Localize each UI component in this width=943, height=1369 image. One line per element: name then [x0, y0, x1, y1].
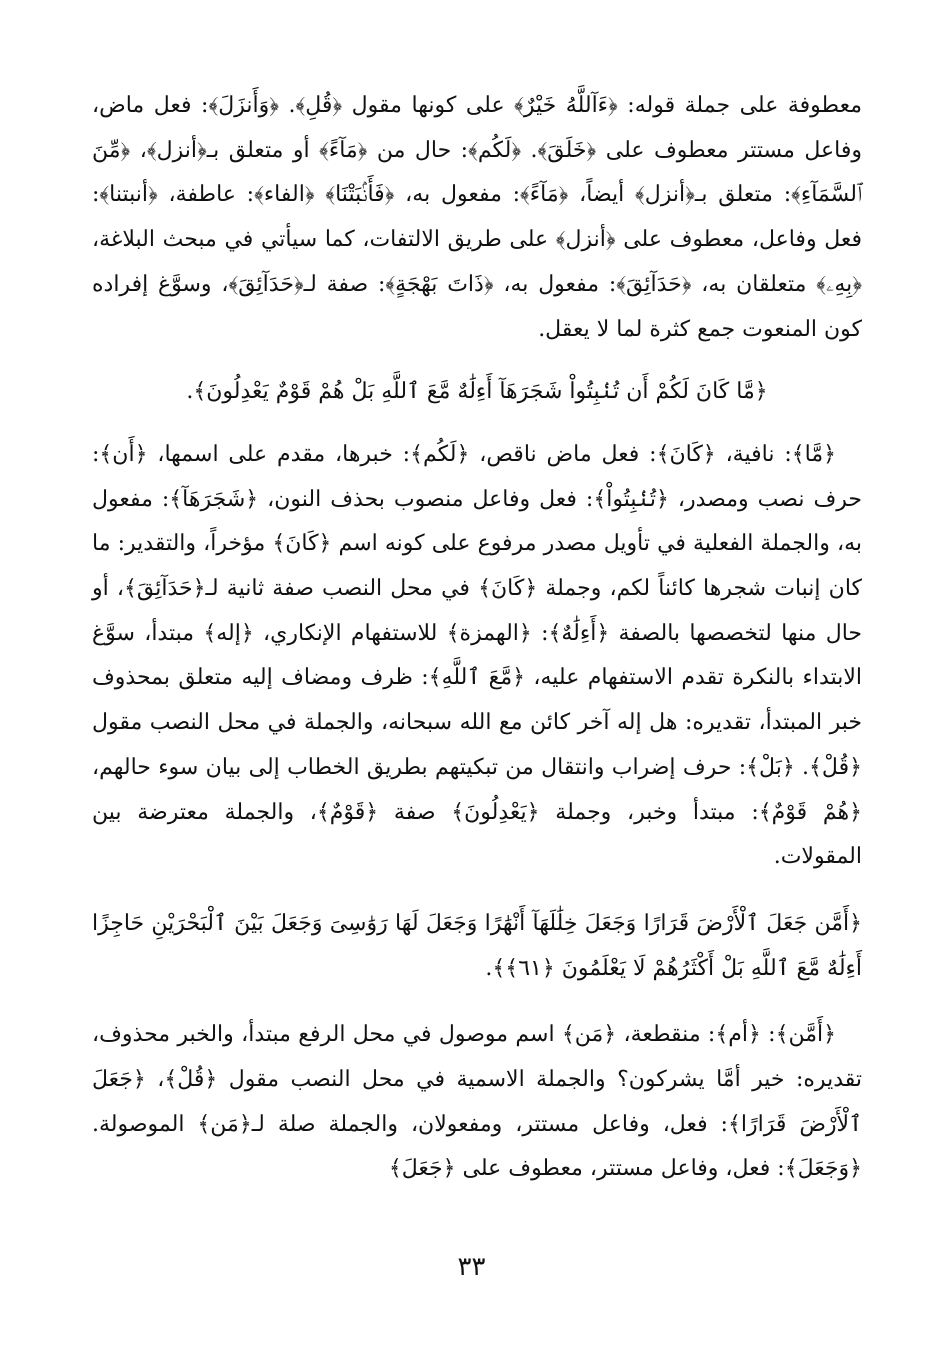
spacer	[92, 352, 862, 370]
quran-verse-1: ﴿مَّا كَانَ لَكُمْ أَن تُنۢبِتُواْ شَجَرَهَآ أَءِلَٰهٌ مَّعَ ٱللَّهِ بَلْ هُمْ قَوْمٌ يَعْدِلُونَ﴾.	[186, 379, 768, 405]
quran-verse-2: ﴿أَمَّن جَعَلَ ٱلْأَرْضَ قَرَارًا وَجَعَلَ خِلَٰلَهَآ أَنْهَٰرًا وَجَعَلَ لَهَا رَوَٰسِىَ وَجَعَلَ بَيْنَ ٱلْبَحْرَيْنِ حَاجِزًا أَءِلَٰهٌ مَّعَ ٱللَّهِ بَلْ أَكْثَرُهُمْ لَا يَعْلَمُونَ ﴿٦١﴾﴾.	[92, 910, 862, 981]
paragraph-2: ﴿مَّا﴾: نافية، ﴿كَانَ﴾: فعل ماض ناقص، ﴿لَكُم﴾: خبرها، مقدم على اسمها، ﴿أَن﴾: حرف نصب ومصدر، ﴿تُنۢبِتُواْ﴾: فعل وفاعل منصوب بحذف النون، ﴿شَجَرَهَآ﴾: مفعول به، والجملة الفعلية في تأويل مصدر مرفوع على كونه اسم ﴿كَانَ﴾ مؤخراً، والتقدير: ما كان إنبات شجرها كائناً لكم، وجملة ﴿كَانَ﴾ في محل النصب صفة ثانية لـ﴿حَدَآئِقَ﴾، أو حال منها لتخصصها بالصفة ﴿أَءِلَٰهٌ﴾: ﴿الهمزة﴾ للاستفهام الإنكاري، ﴿إله﴾ مبتدأ، سوَّغ الابتداء بالنكرة تقدم الاستفهام عليه، ﴿مَّعَ ٱللَّهِ﴾: ظرف ومضاف إليه متعلق بمحذوف خبر المبتدأ، تقديره: هل إله آخر كائن مع الله سبحانه، والجملة في محل النصب مقول ﴿قُلْ﴾. ﴿بَلْ﴾: حرف إضراب وانتقال من تبكيتهم بطريق الخطاب إلى بيان سوء حالهم، ﴿هُمْ قَوْمٌ﴾: مبتدأ وخبر، وجملة ﴿يَعْدِلُونَ﴾ صفة ﴿قَوْمٌ﴾، والجملة معترضة بين المقولات.	[92, 441, 862, 870]
paragraph-1: معطوفة على جملة قوله: ﴿ءَآللَّهُ خَيْرٌ﴾ على كونها مقول ﴿قُلِ﴾. ﴿وَأَنزَلَ﴾: فعل ماض، وفاعل مستتر معطوف على ﴿خَلَقَ﴾. ﴿لَكُم﴾: حال من ﴿مَآءً﴾ أو متعلق بـ﴿أنزل﴾، ﴿مِّنَ ٱلسَّمَآءِ﴾: متعلق بـ﴿أنزل﴾ أيضاً، ﴿مَآءً﴾: مفعول به، ﴿فَأَنۢبَتْنَا﴾ ﴿الفاء﴾: عاطفة، ﴿أنبتنا﴾: فعل وفاعل، معطوف على ﴿أنزل﴾ على طريق الالتفات، كما سيأتي في مبحث البلاغة، ﴿بِهِۦ﴾ متعلقان به، ﴿حَدَآئِقَ﴾: مفعول به، ﴿ذَاتَ بَهْجَةٍ﴾: صفة لـ﴿حَدَآئِقَ﴾، وسوَّغ إفراده كون المنعوت جمع كثرة لما لا يعقل.	[92, 93, 862, 342]
page-body	[92, 84, 862, 1192]
page-number: ٣٣	[457, 1252, 486, 1282]
spacer	[92, 880, 862, 902]
spacer	[92, 991, 862, 1013]
spacer	[92, 415, 862, 433]
paragraph-3: ﴿أَمَّن﴾: ﴿أم﴾: منقطعة، ﴿مَن﴾ اسم موصول في محل الرفع مبتدأ، والخبر محذوف، تقديره: خير أمَّا يشركون؟ والجملة الاسمية في محل النصب مقول ﴿قُلْ﴾، ﴿جَعَلَ ٱلْأَرْضَ قَرَارًا﴾: فعل، وفاعل مستتر، ومفعولان، والجملة صلة لـ﴿مَن﴾ الموصولة. ﴿وَجَعَلَ﴾: فعل، وفاعل مستتر، معطوف على ﴿جَعَلَ﴾	[92, 1022, 862, 1182]
